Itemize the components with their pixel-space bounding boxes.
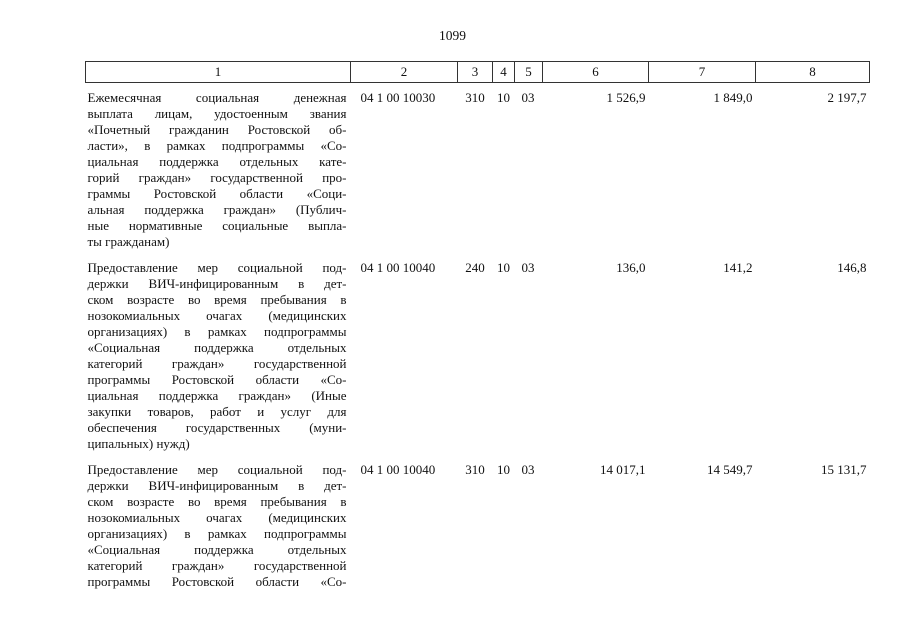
header-row (86, 62, 870, 83)
description-line: «Социальная поддержка отдельных (87, 340, 347, 355)
column-header-4: 4 (493, 62, 515, 83)
description-line: граммы Ростовской области «Соци- (87, 186, 347, 201)
description-line: циальная поддержка отдельных кате- (87, 154, 347, 169)
description-line: Ежемесячная социальная денежная (87, 90, 347, 105)
row-description (86, 83, 351, 251)
column-header-3: 3 (458, 62, 493, 83)
description-line: альная поддержка граждан» (Публич- (87, 202, 347, 217)
description-line: категорий граждан» государственной (87, 558, 347, 573)
description-line: держки ВИЧ-инфицированным в дет- (87, 478, 347, 493)
description-line: организациях) в рамках подпрограммы (87, 526, 347, 541)
subsection-code: 03 (521, 462, 535, 477)
amount-col6: 136,0 (616, 260, 646, 275)
description-line: «Социальная поддержка отдельных (87, 542, 347, 557)
section-code: 10 (497, 90, 510, 105)
description-line: нозокомиальных очагах (медицинских (87, 308, 347, 323)
description-line: выплата лицам, удостоенным звания (87, 106, 347, 121)
row-description (86, 452, 351, 590)
amount-col6: 14 017,1 (600, 462, 646, 477)
description-line: обеспечения государственных (муни- (87, 420, 347, 435)
description-line: держки ВИЧ-инфицированным в дет- (87, 276, 347, 291)
amount-col7: 14 549,7 (707, 462, 753, 477)
description-line: ные нормативные социальные выпла- (87, 218, 347, 233)
column-header-2: 2 (351, 62, 458, 83)
amount-col6: 1 526,9 (606, 90, 646, 105)
amount-col7: 141,2 (723, 260, 753, 275)
column-header-5: 5 (515, 62, 543, 83)
description-line: закупки товаров, работ и услуг для (87, 404, 347, 419)
column-header-7: 7 (649, 62, 756, 83)
description-line: программы Ростовской области «Со- (87, 574, 347, 589)
column-header-6: 6 (543, 62, 649, 83)
target-article-code: 04 1 00 10030 (360, 90, 436, 105)
expense-type-code: 310 (465, 90, 485, 105)
description-line: категорий граждан» государственной (87, 356, 347, 371)
description-line: циальная поддержка граждан» (Иные (87, 388, 347, 403)
amount-col8: 146,8 (837, 260, 867, 275)
description-line: ском возрасте во время пребывания в (87, 292, 347, 307)
description-line: программы Ростовской области «Со- (87, 372, 347, 387)
table-row (86, 452, 870, 590)
description-line: горий граждан» государственной про- (87, 170, 347, 185)
subsection-code: 03 (521, 90, 535, 105)
target-article-code: 04 1 00 10040 (360, 462, 436, 477)
table-row (86, 83, 870, 251)
description-line: Предоставление мер социальной под- (87, 462, 347, 477)
page-number: 1099 (439, 28, 466, 43)
column-header-8: 8 (756, 62, 870, 83)
table-row (86, 250, 870, 452)
section-code: 10 (497, 462, 510, 477)
target-article-code: 04 1 00 10040 (360, 260, 436, 275)
description-line: ципальных) нужд) (87, 436, 190, 451)
section-code: 10 (497, 260, 510, 275)
description-line: ском возрасте во время пребывания в (87, 494, 347, 509)
expense-type-code: 310 (465, 462, 485, 477)
subsection-code: 03 (521, 260, 535, 275)
description-line: Предоставление мер социальной под- (87, 260, 347, 275)
amount-col8: 2 197,7 (827, 90, 867, 105)
description-line: ласти», в рамках подпрограммы «Со- (87, 138, 347, 153)
amount-col7: 1 849,0 (713, 90, 753, 105)
column-header-1: 1 (86, 62, 351, 83)
description-line: ты гражданам) (87, 234, 170, 249)
description-line: «Почетный гражданин Ростовской об- (87, 122, 347, 137)
budget-table (85, 61, 870, 590)
amount-col8: 15 131,7 (821, 462, 867, 477)
description-line: нозокомиальных очагах (медицинских (87, 510, 347, 525)
description-line: организациях) в рамках подпрограммы (87, 324, 347, 339)
expense-type-code: 240 (465, 260, 485, 275)
row-description (86, 250, 351, 452)
